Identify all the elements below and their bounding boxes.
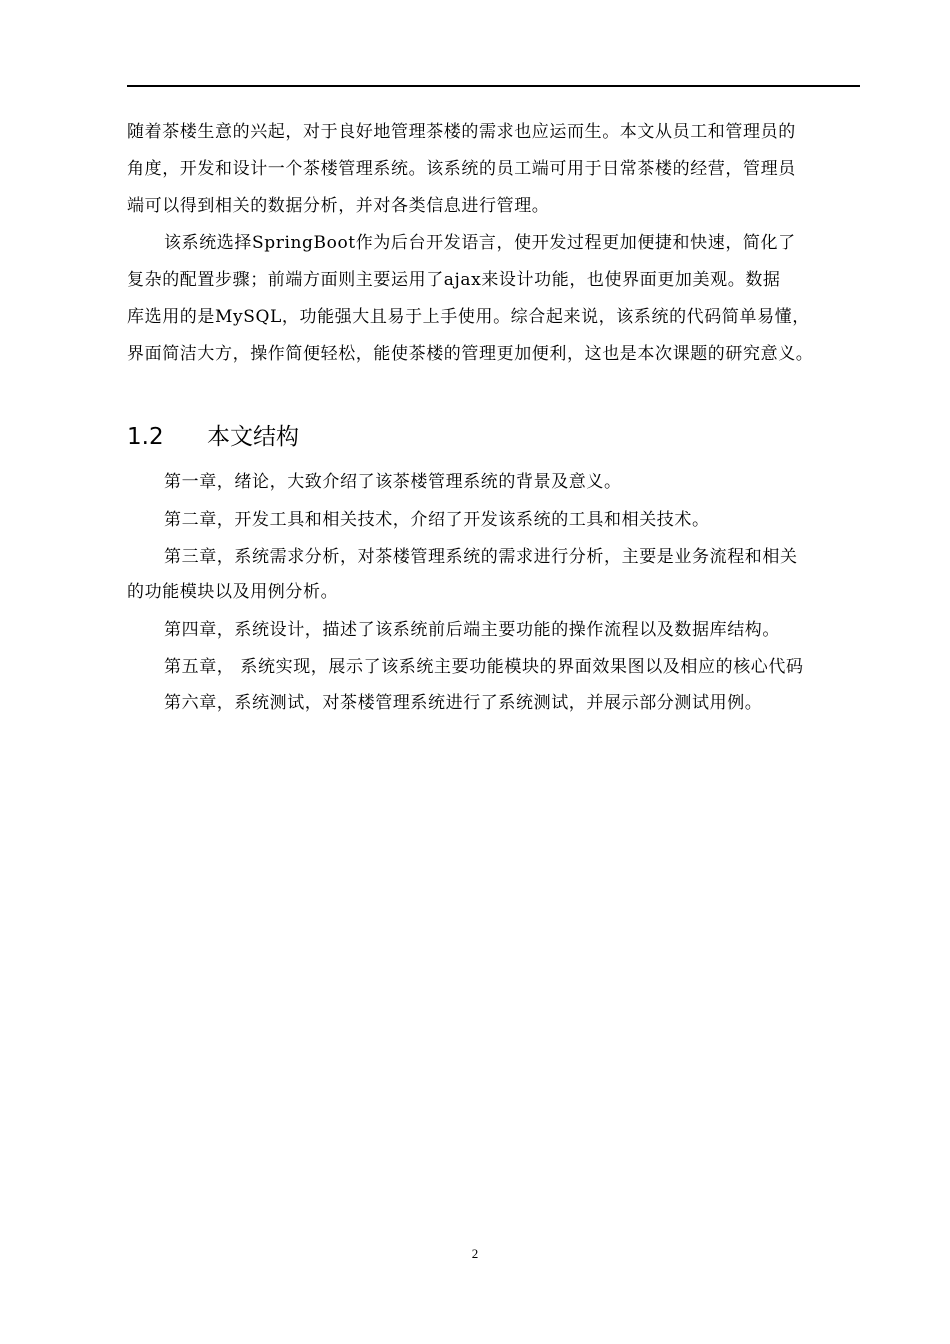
section-title: 本文结构: [207, 424, 299, 450]
page-number: 2: [471, 1246, 479, 1261]
chapter-2-line: 第二章，开发工具和相关技术，介绍了开发该系统的工具和相关技术。: [164, 510, 710, 530]
chapter-6-line: 第六章，系统测试，对茶楼管理系统进行了系统测试，并展示部分测试用例。: [164, 693, 763, 713]
paragraph-2-line-4: 界面简洁大方，操作简便轻松，能使茶楼的管理更加便利，这也是本次课题的研究意义。: [127, 344, 814, 364]
chapter-4-line: 第四章，系统设计，描述了该系统前后端主要功能的操作流程以及数据库结构。: [164, 620, 780, 640]
paragraph-1-line-2: 角度，开发和设计一个茶楼管理系统。该系统的员工端可用于日常茶楼的经营，管理员: [127, 159, 796, 179]
paragraph-2-line-1: 该系统选择SpringBoot作为后台开发语言，使开发过程更加便捷和快速，简化了: [164, 233, 796, 253]
chapter-3-line: 第三章，系统需求分析，对茶楼管理系统的需求进行分析，主要是业务流程和相关: [164, 547, 798, 567]
paragraph-1-line-3: 端可以得到相关的数据分析，并对各类信息进行管理。: [127, 196, 550, 216]
paragraph-2-line-3: 库选用的是MySQL，功能强大且易于上手使用。综合起来说，该系统的代码简单易懂，: [127, 307, 810, 327]
section-number: 1.2: [127, 424, 164, 450]
paragraph-2-line-2: 复杂的配置步骤；前端方面则主要运用了ajax来设计功能，也使界面更加美观。数据: [127, 270, 781, 290]
header-rule: [127, 85, 860, 87]
paragraph-1-line-1: 随着茶楼生意的兴起，对于良好地管理茶楼的需求也应运而生。本文从员工和管理员的: [127, 122, 796, 142]
section-heading: [127, 420, 299, 454]
chapter-1-line: 第一章，绪论，大致介绍了该茶楼管理系统的背景及意义。: [164, 472, 622, 492]
chapter-3-continuation: 的功能模块以及用例分析。: [127, 582, 339, 602]
chapter-5-line: 第五章， 系统实现，展示了该系统主要功能模块的界面效果图以及相应的核心代码: [164, 657, 804, 677]
